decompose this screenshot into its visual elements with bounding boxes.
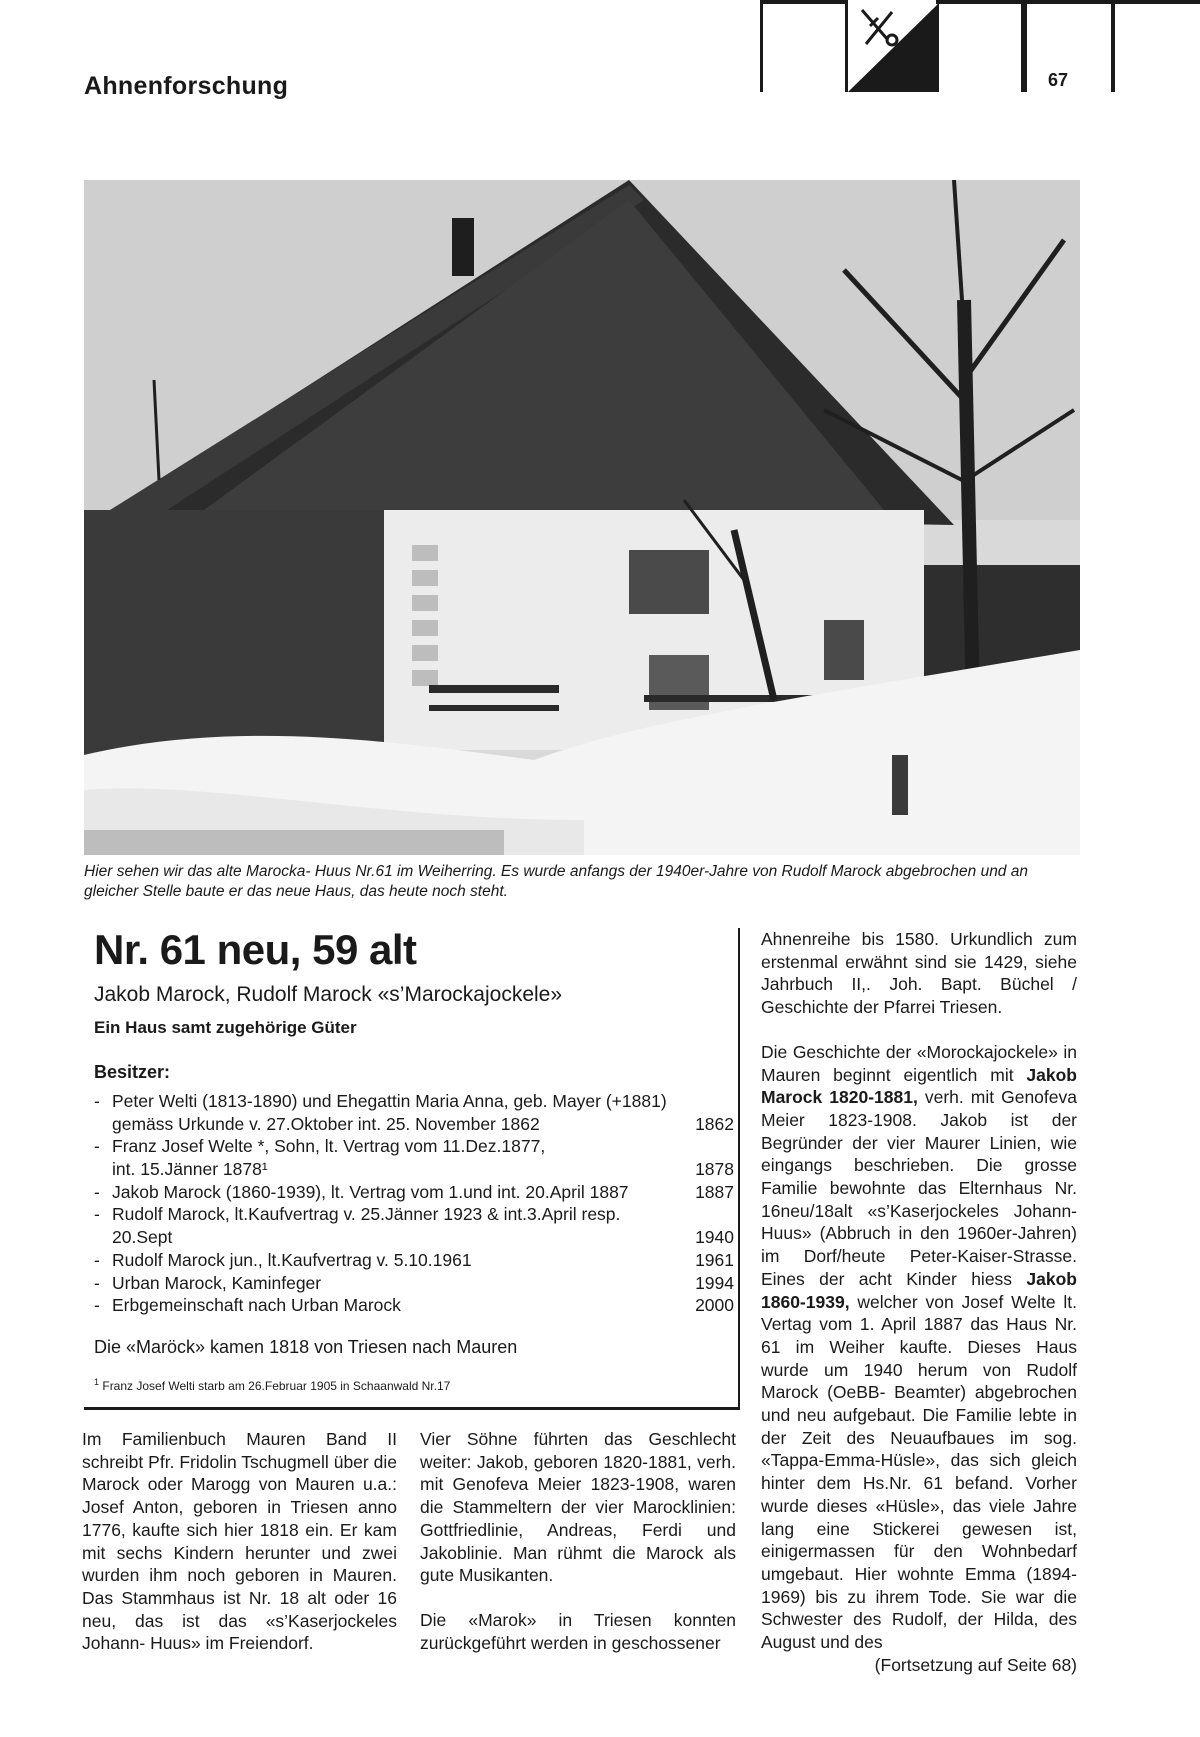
owner-row: - Franz Josef Welte *, Sohn, lt. Vertrag vom 11.Dez.1877, xyxy=(94,1136,546,1157)
box-rule-horizontal xyxy=(84,1407,740,1410)
text-column-2 xyxy=(420,1428,736,1654)
text-column-1 xyxy=(82,1428,397,1655)
continued-note: (Fortsetzung auf Seite 68) xyxy=(874,1654,1077,1675)
paragraph: Die Geschichte der «Morockajockele» in Mauren beginnt eigentlich mit Jakob Marock 1820-1881, verh. mit Genofeva Meier 1823-1908. Jakob ist der Begründer der vier Maurer Linien, wie eingangs beschrieben. Die grosse Familie bewohnte das Elternhaus Nr. 16neu/18alt «s’Kaserjockeles Johann-Huus» (Abbruch in den 1960er-Jahren) im Dorf/heute Peter-Kaiser-Strasse. Eines der acht Kinder hiess Jakob 1860-1939, welcher von Josef Welte lt. Vertag vom 1. April 1887 das Haus Nr. 61 im Weiher kaufte. Dieses Haus wurde um 1940 herum von Rudolf Marock (OeBB- Beamter) abgebrochen und neu aufgebaut. Die Familie lebte in der Zeit des Neuaufbaues im sog. «Tappa-Emma-Hüsle», das sich gleich hinter dem Hs.Nr. 61 befand. Vorher wurde dieses «Hüsle», das viele Jahre lang eine Stickerei gewesen ist, einigermassen für den Wohnbedarf umgebaut. Hier wohnte Emma (1894-1969) bis zu ihrem Tode. Sie war die Schwester des Rudolf, der Hilda, des August und des xyxy=(761,1041,1077,1653)
owner-row: - Rudolf Marock, lt.Kaufvertrag v. 25.Jänner 1923 & int.3.April resp. xyxy=(94,1204,621,1225)
house-photo xyxy=(84,180,1080,855)
owner-row: - Peter Welti (1813-1890) und Ehegattin Maria Anna, geb. Mayer (+1881) xyxy=(94,1091,667,1111)
header-box-1 xyxy=(760,0,848,92)
owners-list xyxy=(94,1090,734,1317)
paragraph: Vier Söhne führten das Geschlecht weiter: Jakob, geboren 1820-1881, verh. mit Genofeva Meier 1823-1908, waren die Stammeltern der vier Marocklinien: Gottfriedlinie, Andreas, Ferdi und Jakoblinie. Man rühmt die Marock als gute Musikanten. xyxy=(420,1429,736,1586)
house-subheading: Ein Haus samt zugehörige Güter xyxy=(94,1018,357,1037)
owner-row: - Urban Marock, Kaminfeger 1994 xyxy=(94,1272,734,1293)
house-number-title: Nr. 61 neu, 59 alt xyxy=(94,926,417,973)
paragraph: Die «Marok» in Triesen konnten zurückgeführt werden in geschossener xyxy=(420,1609,736,1653)
header-box-3 xyxy=(936,0,1024,92)
owner-row: - Jakob Marock (1860-1939), lt. Vertrag vom 1.und int. 20.April 1887 1887 xyxy=(94,1181,734,1202)
owner-row: 20.Sept 1940 xyxy=(112,1227,734,1248)
page-number: 67 xyxy=(1048,70,1069,90)
owners-label: Besitzer: xyxy=(94,1062,171,1082)
photo-caption: Hier sehen wir das alte Marocka- Huus Nr.61 im Weiherring. Es wurde anfangs der 1940er-Jahre von Rudolf Marock abgebrochen und an gleicher Stelle baute er das neue Haus, das heute noch steht. xyxy=(84,863,1028,900)
footnote: $^1$ Franz Josef Welti starb am 26.Februar 1905 in Schaanwald Nr.17 xyxy=(94,1377,451,1393)
section-title: Ahnenforschung xyxy=(84,72,289,100)
origin-note: Die «Maröck» kamen 1818 von Triesen nach Mauren xyxy=(94,1337,518,1357)
header-box-4 xyxy=(1024,0,1114,92)
header-box-5 xyxy=(1112,0,1200,92)
text-column-3 xyxy=(761,928,1077,1677)
owner-row: - Erbgemeinschaft nach Urban Marock 2000 xyxy=(94,1295,734,1316)
house-subtitle: Jakob Marock, Rudolf Marock «s’Marockajockele» xyxy=(94,983,563,1006)
owner-row: gemäss Urkunde v. 27.Oktober int. 25. November 1862 1862 xyxy=(112,1113,734,1134)
paragraph: Ahnenreihe bis 1580. Urkundlich zum erstenmal erwähnt sind sie 1429, siehe Jahrbuch II,. Joh. Bapt. Büchel / Geschichte der Pfarrei Triesen. xyxy=(761,929,1077,1018)
coat-of-arms-icon xyxy=(848,4,938,92)
box-rule-vertical xyxy=(738,928,740,1410)
owner-row: - Rudolf Marock jun., lt.Kaufvertrag v. 5.10.1961 1961 xyxy=(94,1249,734,1270)
paragraph: Im Familienbuch Mauren Band II schreibt Pfr. Fridolin Tschugmell über die Marock oder Marogg von Mauren u.a.: Josef Anton, geboren in Triesen anno 1776, kaufte sich hier 1818 ein. Er kam mit sechs Kindern herunter und zwei wurden ihm noch geboren in Mauren. Das Stammhaus ist Nr. 18 alt oder 16 neu, das ist das «s’Kaserjockeles Johann- Huus» im Freiendorf. xyxy=(82,1429,397,1654)
owner-row: int. 15.Jänner 1878¹ 1878 xyxy=(112,1159,734,1180)
